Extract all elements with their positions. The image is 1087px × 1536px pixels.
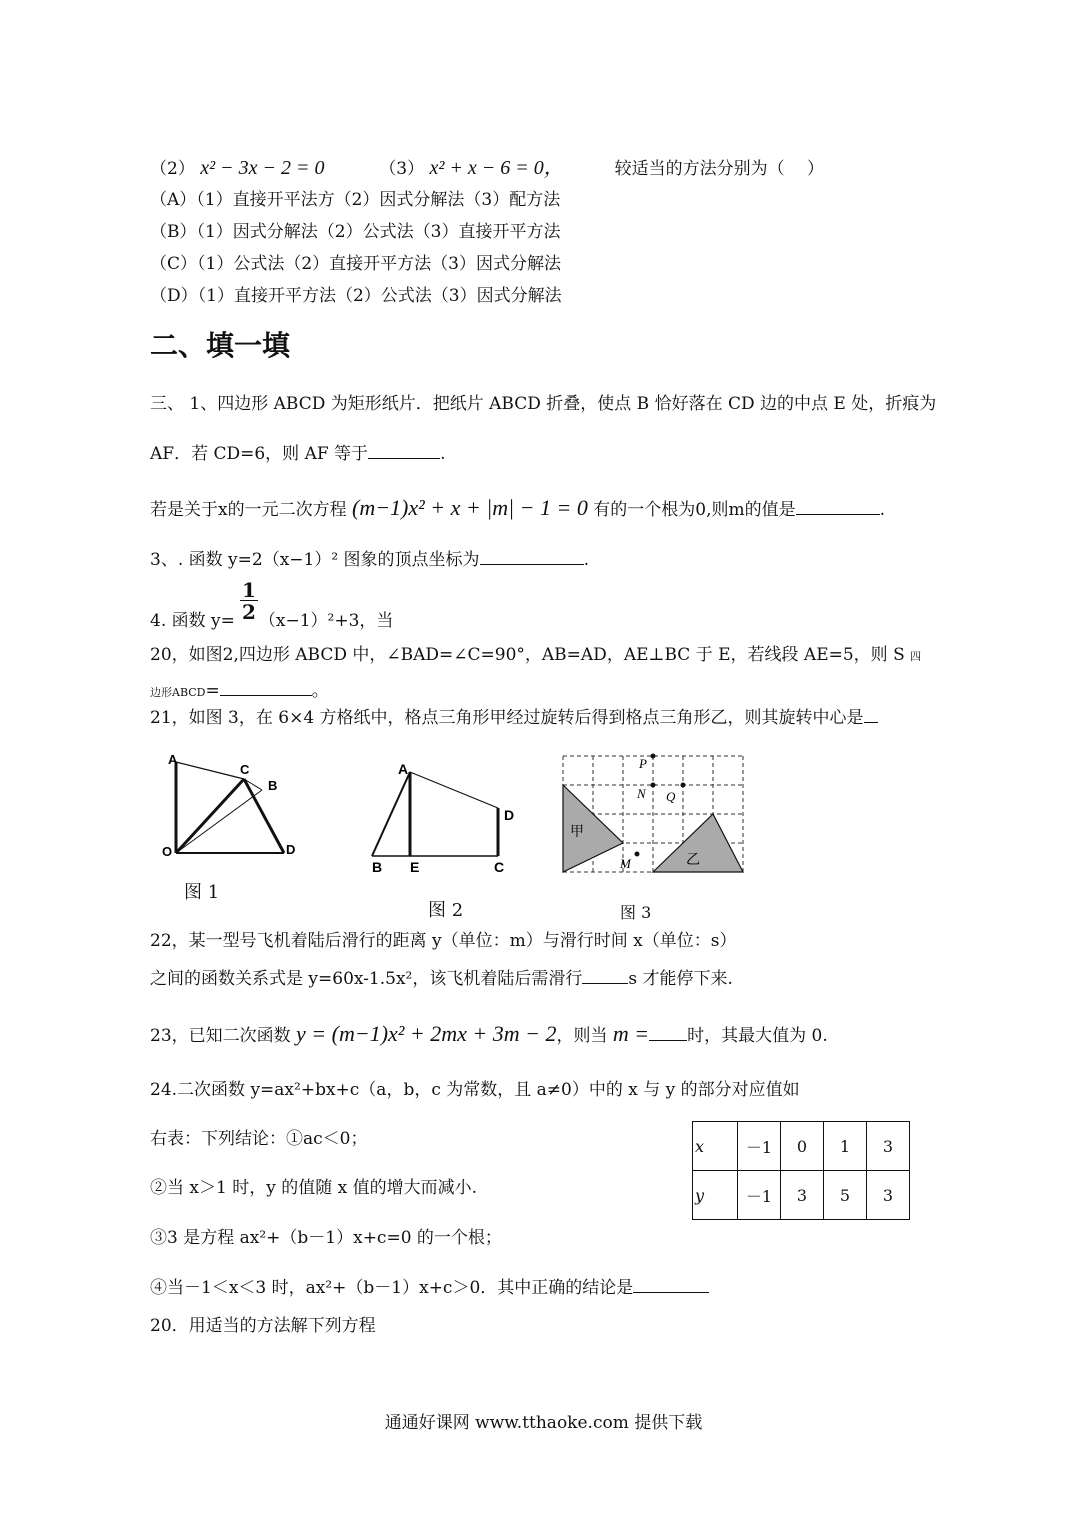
equals: = [205, 681, 220, 701]
table-row [693, 1122, 910, 1171]
q23-m: m = [612, 1021, 650, 1046]
fig2-label-d: D [504, 807, 515, 823]
q20a-line-2: 边形ABCD= 。 [150, 677, 329, 705]
table-cell: －1 [738, 1122, 781, 1171]
table-cell: 3 [781, 1171, 824, 1220]
table-cell: 1 [824, 1122, 867, 1171]
fig1-label-o: O [162, 844, 173, 859]
q24-line-1: 24.二次函数 y=ax²+bx+c（a，b，c 为常数，且 a≠0）中的 x 与 y 的部分对应值如 [150, 1080, 800, 1100]
xy-table [692, 1121, 910, 1220]
q21-line [150, 704, 878, 730]
fraction-denominator: 2 [242, 600, 256, 624]
point-m [635, 852, 640, 857]
q2-equation: (m−1)x² + x + |m| − 1 = 0 [352, 495, 588, 520]
option-c: （C）（1）公式法（2）直接开平方法（3）因式分解法 [150, 254, 561, 274]
q20b-line: 20．用适当的方法解下列方程 [150, 1316, 376, 1336]
eq3-label: （3） [379, 159, 425, 179]
answer-blank[interactable] [796, 496, 880, 515]
fig1-label-c: C [240, 762, 250, 777]
question-prev-equations [150, 156, 824, 181]
q22-text-end: s 才能停下来. [628, 969, 733, 989]
answer-blank[interactable] [368, 440, 440, 459]
q20a-subscript: 四 [910, 650, 922, 663]
q24-line-3: ②当 x＞1 时，y 的值随 x 值的增大而减小. [150, 1178, 478, 1198]
q22-line-1: 22，某一型号飞机着陆后滑行的距离 y（单位：m）与滑行时间 x（单位：s） [150, 931, 737, 951]
q2-line: 若是关于x的一元二次方程 (m−1)x² + x + |m| − 1 = 0 有的一个根为0,则m的值是 . [150, 495, 886, 520]
q23-line [150, 1022, 828, 1048]
fig3-label-jia: 甲 [570, 824, 584, 840]
q23-equation: y = (m−1)x² + 2mx + 3m − 2 [296, 1021, 557, 1046]
q1-text: AF．若 CD=6，则 AF 等于 [150, 444, 369, 464]
q24-line-4: ③3 是方程 ax²+（b－1）x+c=0 的一个根； [150, 1228, 502, 1248]
figure-3-caption: 图 3 [620, 903, 652, 922]
fig3-label-m: M [620, 856, 631, 871]
q24-line-2: 右表：下列结论：①ac＜0； [150, 1129, 368, 1149]
point-p [651, 754, 656, 759]
table-cell: －1 [738, 1171, 781, 1220]
q2-text-b: 有的一个根为0,则m的值是 [593, 500, 796, 520]
fig2-label-e: E [410, 859, 420, 875]
eq2: x² − 3x − 2 = 0 [200, 157, 325, 179]
figure-1 [160, 750, 320, 865]
answer-blank[interactable] [633, 1274, 709, 1293]
fig1-label-a: A [168, 752, 178, 767]
fig3-label-p: P [639, 756, 647, 771]
fig3-label-q: Q [666, 789, 676, 804]
q20a-text: 20，如图2,四边形 ABCD 中，∠BAD=∠C=90°，AB=AD，AE⊥BC 于 E，若线段 AE=5，则 S [150, 645, 905, 665]
option-a: （A）（1）直接开平法方（2）因式分解法（3）配方法 [150, 190, 561, 210]
section-title: 二、填一填 [150, 329, 291, 362]
table-cell: y [693, 1171, 738, 1220]
q1-line-1: 三、 1、四边形 ABCD 为矩形纸片．把纸片 ABCD 折叠，使点 B 恰好落在 CD 边的中点 E 处，折痕为 [150, 394, 937, 414]
q1-line-2: AF．若 CD=6，则 AF 等于 . [150, 440, 445, 466]
table-cell: 5 [824, 1171, 867, 1220]
fig1-label-d: D [286, 842, 296, 857]
point-q [681, 783, 686, 788]
answer-blank[interactable] [649, 1022, 687, 1041]
q22-line-2 [150, 965, 733, 991]
q4-text-b: （x−1）²+3，当 [258, 611, 394, 631]
table-cell: 0 [781, 1122, 824, 1171]
fig2-label-b: B [372, 859, 383, 875]
table-row [693, 1171, 910, 1220]
answer-blank[interactable] [480, 546, 584, 565]
fig2-label-c: C [494, 859, 505, 875]
q20a-line-1 [150, 643, 921, 669]
eq2-label: （2） [150, 159, 195, 179]
figure-3 [560, 752, 750, 876]
q23-text-d: 时，其最大值为 0. [687, 1026, 828, 1046]
figure-2-caption: 图 2 [428, 900, 464, 921]
q21-text: 21，如图 3，在 6×4 方格纸中，格点三角形甲经过旋转后得到格点三角形乙，则其旋转中心是 [150, 708, 864, 728]
q4-line [150, 609, 393, 633]
q3-line: 3、. 函数 y=2（x−1）² 图象的顶点坐标为 . [150, 546, 589, 572]
fig1-label-b: B [268, 778, 278, 793]
fig2-label-a: A [398, 761, 409, 777]
option-b: （B）（1）因式分解法（2）公式法（3）直接开平方法 [150, 222, 561, 242]
q23-text-a: 23，已知二次函数 [150, 1026, 291, 1046]
page-footer: 通通好课网 www.tthaoke.com 提供下载 [384, 1413, 703, 1433]
point-n [651, 783, 656, 788]
q22-text: 之间的函数关系式是 y=60x-1.5x²，该飞机着陆后需滑行 [150, 969, 583, 989]
figure-2 [362, 758, 532, 878]
figure-1-caption: 图 1 [184, 882, 220, 903]
fig3-label-n: N [637, 786, 646, 801]
q24-line-5 [150, 1274, 709, 1300]
q20a-subscript-2: 边形ABCD [150, 686, 206, 699]
question-ask: 较适当的方法分别为（ ） [614, 159, 824, 179]
answer-blank[interactable] [582, 965, 628, 984]
q4-text-a: 4. 函数 y= [150, 611, 235, 631]
answer-blank[interactable] [220, 677, 312, 696]
answer-blank[interactable] [864, 704, 878, 723]
option-d: （D）（1）直接开平方法（2）公式法（3）因式分解法 [150, 286, 562, 306]
table-cell: x [693, 1122, 738, 1171]
table-cell: 3 [867, 1171, 910, 1220]
q23-text-b: ，则当 [556, 1026, 608, 1046]
eq3: x² + x − 6 = 0， [429, 157, 564, 179]
q3-text: 3、. 函数 y=2（x−1）² 图象的顶点坐标为 [150, 550, 480, 570]
fraction-numerator: 1 [242, 578, 256, 602]
q24-text: ④当－1＜x＜3 时，ax²+（b－1）x+c＞0．其中正确的结论是 [150, 1278, 634, 1298]
table-cell: 3 [867, 1122, 910, 1171]
fig3-label-yi: 乙 [686, 852, 700, 868]
q2-text-a: 若是关于x的一元二次方程 [150, 500, 347, 520]
